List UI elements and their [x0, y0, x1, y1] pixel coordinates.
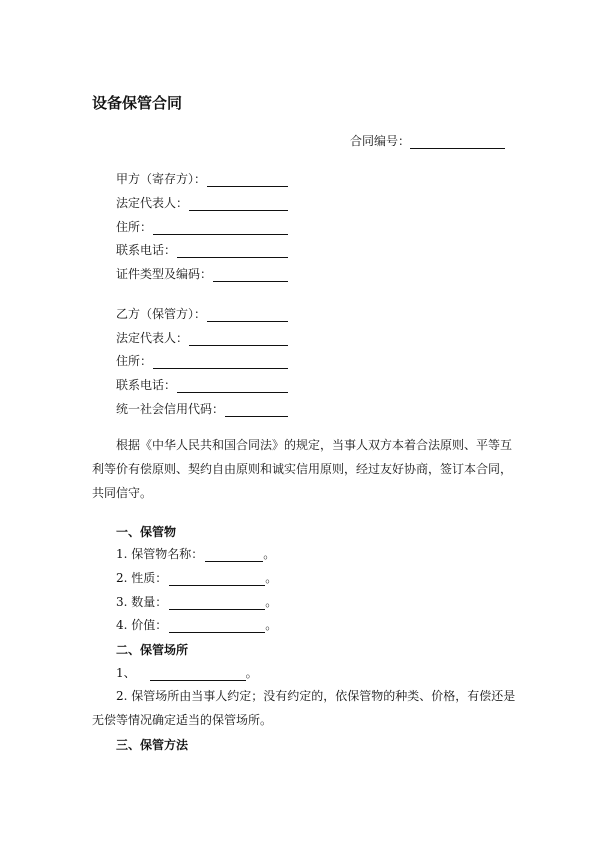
- party-b-address-field: [116, 353, 288, 369]
- item-blank[interactable]: [205, 548, 263, 562]
- item-label: 3. 数量：: [116, 595, 168, 609]
- section-heading-custody-method: 三、保管方法: [116, 738, 189, 752]
- intro-line: 利等价有偿原则、契约自由原则和诚实信用原则，经过友好协商，签订本合同，: [92, 462, 513, 476]
- item-end: 。: [265, 571, 278, 585]
- field-blank[interactable]: [177, 379, 288, 393]
- item-label: 2. 性质：: [116, 571, 168, 585]
- party-b-credit-code-field: [116, 401, 288, 417]
- party-a-phone-field: [116, 242, 288, 258]
- field-label: 证件类型及编码：: [116, 267, 213, 281]
- contract-number-blank[interactable]: [410, 135, 505, 149]
- item-end: 。: [263, 547, 276, 561]
- contract-number-label: 合同编号：: [349, 134, 410, 148]
- item-quantity: [116, 594, 277, 610]
- section-heading-custody-place: 二、保管场所: [116, 643, 189, 657]
- item-label: 1、: [116, 666, 136, 680]
- intro-line: 根据《中华人民共和国合同法》的规定，当事人双方本着合法原则、平等互: [116, 438, 513, 452]
- field-label: 法定代表人：: [116, 331, 189, 345]
- field-blank[interactable]: [213, 268, 288, 282]
- item-end: 。: [245, 666, 258, 680]
- field-label: 住所：: [116, 220, 153, 234]
- party-b-phone-field: [116, 377, 288, 393]
- item-end: 。: [265, 595, 278, 609]
- document-title: 设备保管合同: [92, 94, 183, 112]
- field-blank[interactable]: [177, 244, 288, 258]
- party-a-address-field: [116, 219, 288, 235]
- field-label: 联系电话：: [116, 243, 177, 257]
- item-blank[interactable]: [150, 667, 246, 681]
- place-line: 无偿等情况确定适当的保管场所。: [92, 713, 273, 727]
- field-blank[interactable]: [225, 403, 288, 417]
- item-place-2: [92, 684, 516, 732]
- place-line: 2. 保管场所由当事人约定；没有约定的，依保管物的种类、价格，有偿还是: [116, 689, 516, 703]
- field-label: 法定代表人：: [116, 196, 189, 210]
- item-blank[interactable]: [169, 596, 265, 610]
- field-blank[interactable]: [207, 173, 288, 187]
- field-label: 住所：: [116, 354, 153, 368]
- item-nature: [116, 570, 277, 586]
- item-end: 。: [265, 618, 278, 632]
- field-blank[interactable]: [207, 308, 288, 322]
- field-blank[interactable]: [153, 355, 288, 369]
- party-a-id-field: [116, 266, 288, 282]
- intro-paragraph: [92, 433, 513, 505]
- item-blank[interactable]: [169, 619, 265, 633]
- field-label: 联系电话：: [116, 378, 177, 392]
- field-blank[interactable]: [153, 221, 288, 235]
- item-value: [116, 617, 277, 633]
- section-heading-custody-items: 一、保管物: [116, 525, 177, 539]
- intro-line: 共同信守。: [92, 486, 153, 500]
- item-label: 4. 价值：: [116, 618, 168, 632]
- party-b-representative-field: [116, 330, 288, 346]
- party-a-name-field: [116, 171, 288, 187]
- field-label: 统一社会信用代码：: [116, 402, 225, 416]
- field-label: 甲方（寄存方）：: [116, 172, 207, 186]
- field-blank[interactable]: [189, 197, 288, 211]
- field-label: 乙方（保管方）：: [116, 307, 207, 321]
- item-place-1: [116, 665, 258, 681]
- party-b-name-field: [116, 306, 288, 322]
- field-blank[interactable]: [189, 332, 288, 346]
- item-blank[interactable]: [169, 572, 265, 586]
- item-custody-name: [116, 546, 275, 562]
- item-label: 1. 保管物名称：: [116, 547, 204, 561]
- contract-number-field: [350, 132, 505, 149]
- party-a-representative-field: [116, 195, 288, 211]
